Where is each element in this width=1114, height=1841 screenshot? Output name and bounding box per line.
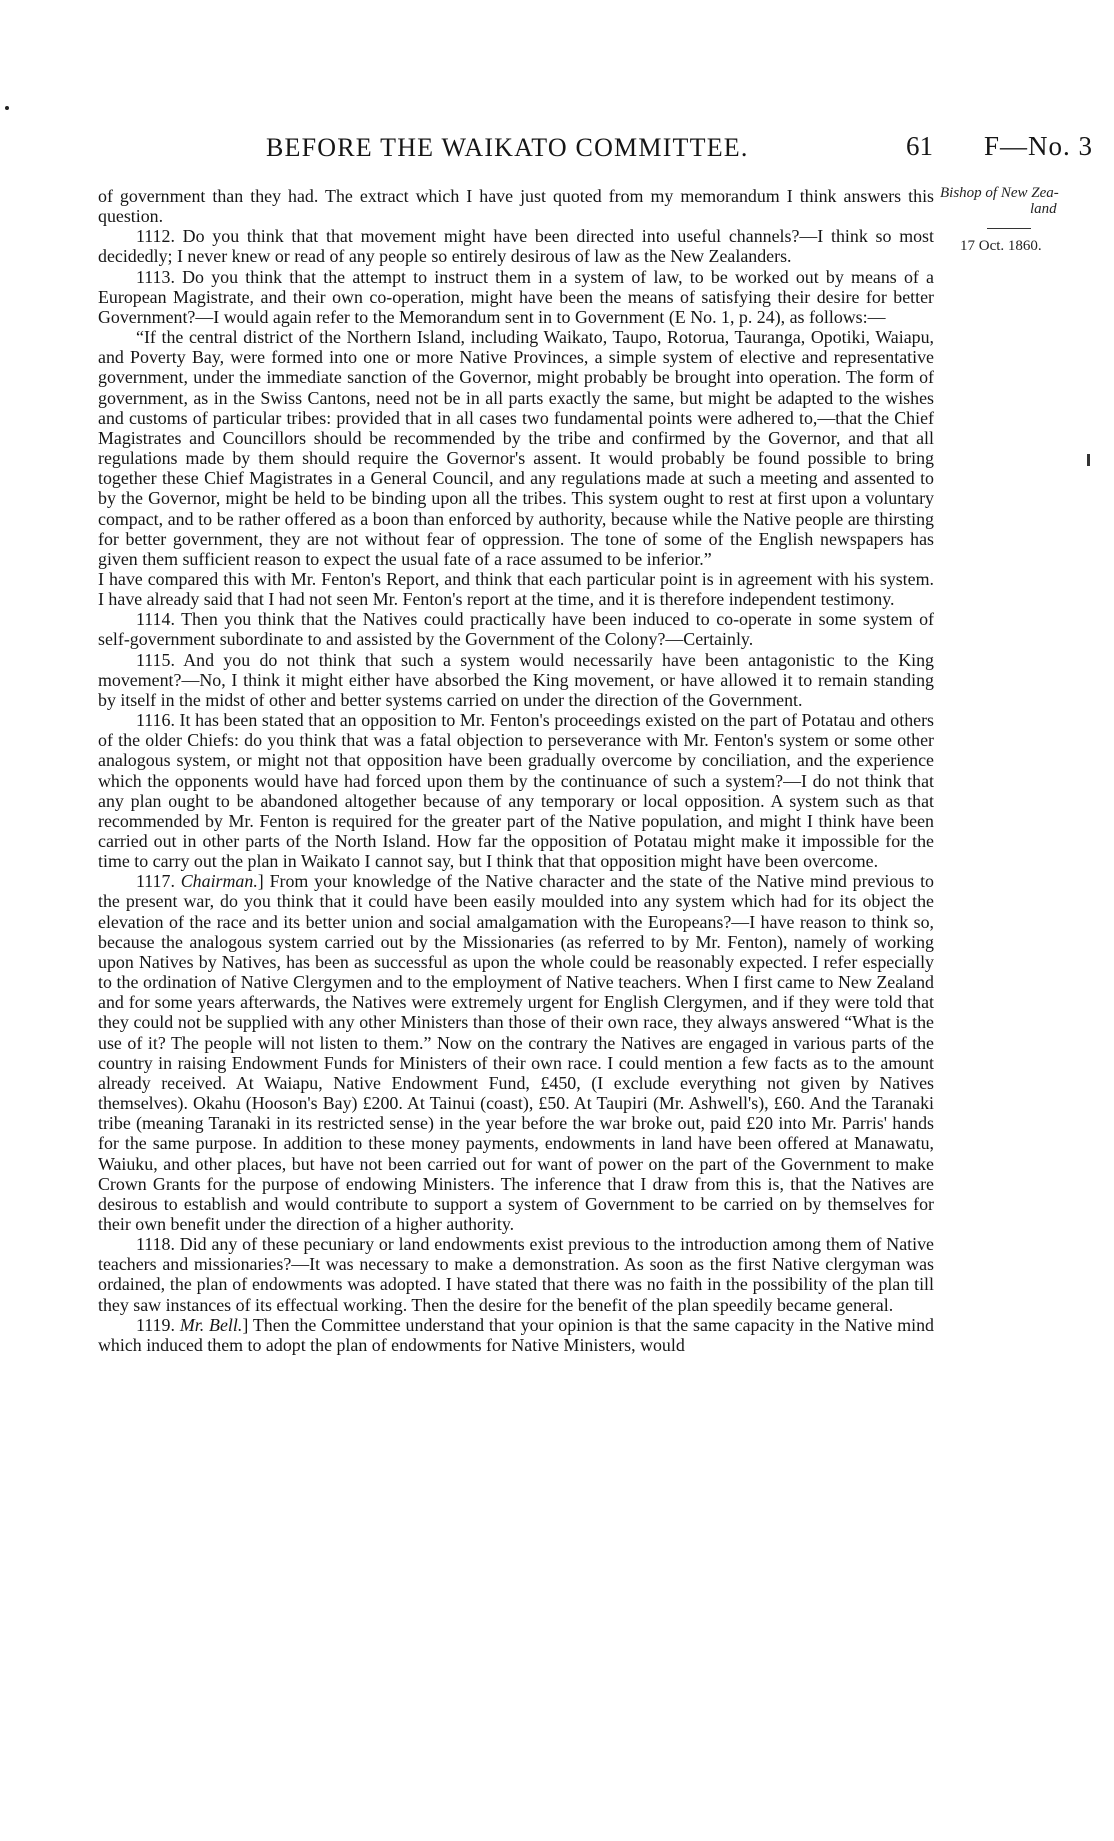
margin-rule [987,228,1031,229]
paragraph-1118: 1118. Did any of these pecuniary or land endowments exist previous to the introduction among them of Native teachers and missionaries?—It was necessary to make a demonstration. As soon as the first Native clergyman was ordained, the plan of endowments was adopted. I have stated that there was no faith in the possibility of the plan till they saw instances of its effectual working. Then the desire for the benefit of the plan speedily became general. [98,1234,934,1315]
paragraph-continuation: of government than they had. The extract which I have just quoted from my memorandum I think answers this question. [98,186,934,227]
body-text [98,186,934,1355]
question-number: 1119. [136,1314,175,1335]
witness-line-1: Bishop of New Zea- [940,185,1059,201]
witness-line-2: land [1030,201,1057,217]
margin-date: 17 Oct. 1860. [960,238,1042,254]
paragraph-1119 [98,1315,934,1355]
speaker-name: Chairman. [180,871,258,892]
paragraph-1116: 1116. It has been stated that an opposition to Mr. Fenton's proceedings existed on the part of Potatau and others of the older Chiefs: do you think that was a fatal objection to perseverance with Mr. Fenton's system or some other analogous system, or might not that opposition have been gradually overcome by conciliation, and the experience which the opponents would have had forced upon them by the continuance of such a system?—I do not think that any plan ought to be abandoned altogether because of any temporary or local opposition. A system such as that recommended by Mr. Fenton is required for the greater part of the Native population, and might I think have been carried out in other parts of the North Island. How far the opposition of Potatau might make it impossible for the time to carry out the plan in Waikato I cannot say, but I think that that opposition might have been overcome. [98,710,934,872]
paragraph-1112: 1112. Do you think that that movement might have been directed into useful channels?—I think so most decidedly; I never knew or read of any people so entirely desirous of law as the New Zealanders. [98,226,934,267]
paragraph-1115: 1115. And you do not think that such a system would necessarily have been antagonistic to the King movement?—No, I think it might either have absorbed the King movement, or have allowed it to remain standing by itself in the midst of other and better systems carried on under the direction of the Government. [98,649,934,710]
paragraph-after-quote: I have compared this with Mr. Fenton's Report, and think that each particular point is in agreement with his system. I have already said that I had not seen Mr. Fenton's report at the time, and it is therefore independent testimony. [98,568,934,610]
question-number: 1117. [136,871,175,892]
speaker-name: Mr. Bell. [179,1314,243,1335]
page-number: 61 [906,131,933,161]
page-header-title: BEFORE THE WAIKATO COMMITTEE. [266,133,749,162]
paragraph-text: ] Then the Committee understand that your opinion is that the same capacity in the Native mind which induced them to adopt the plan of endowments for Native Ministers, would [98,1314,934,1355]
memorandum-quote: “If the central district of the Northern Island, including Waikato, Taupo, Rotorua, Tauranga, Opotiki, Waiapu, and Poverty Bay, were formed into one or more Native Provinces, a simple system of elective and representative government, under the immediate sanction of the Governor, might probably be brought into operation. The form of government, as in the Swiss Cantons, need not be in all parts exactly the same, but might be adapted to the wishes and customs of particular tribes: provided that in all cases two fundamental points were adhered to,—that the Chief Magistrates and Councillors should be recommended by the tribe and confirmed by the Governor, and that all regulations made by them should require the Governor's assent. It would probably be found possible to bring together these Chief Magistrates in a General Council, and any regulations made at such a meeting and assented to by the Governor, might be held to be binding upon all the tribes. This system ought to rest at first upon a voluntary compact, and to be rather offered as a boon than enforced by authority, because while the Native people are thirsting for better government, they are not without fear of oppression. The tone of some of the English newspapers has given them sufficient reason to expect the usual fate of a race assumed to be inferior.” [98,327,934,569]
paper-reference: F—No. 3 [984,131,1094,161]
paragraph-1113: 1113. Do you think that the attempt to instruct them in a system of law, to be worked out by means of a European Magistrate, and their own co-operation, might have been the means of satisfying their desire for better Government?—I would again refer to the Memorandum sent in to Government (E No. 1, p. 24), as follows:— [98,266,934,327]
paragraph-text: ] From your knowledge of the Native character and the state of the Native mind previous to the present war, do you think that it could have been easily moulded into any system which had for its object the elevation of the race and its better union and social amalgamation with the Europeans?—I have reason to think so, because the analogous system carried out by the Missionaries (as referred to by Mr. Fenton), namely of working upon Natives by Natives, has been as successful as upon the whole could be reasonably expected. I refer especially to the ordination of Native Clergymen and to the employment of Native teachers. When I first came to New Zealand and for some years afterwards, the Natives were extremely urgent for English Clergymen, and if they were told that they could not be supplied with any other Ministers than those of their own race, they always answered “What is the use of it? The people will not listen to them.” Now on the contrary the Natives are engaged in various parts of the country in raising Endowment Funds for Ministers of their own race. I could mention a few facts as to the amount already received. At Waiapu, Native Endowment Fund, £450, (I exclude everything not given by Natives themselves). Okahu (Hooson's Bay) £200. At Tainui (coast), £50. At Taupiri (Mr. Ashwell's), £60. And the Taranaki tribe (meaning Taranaki in its restricted sense) in the year before the war broke out, paid £20 into Mr. Parris' hands for the same purpose. In addition to these money payments, endowments in land have been offered at Manawatu, Waiuku, and other places, but have not been carried out for want of power on the part of the Government to make Crown Grants for the purpose of endowing Ministers. The inference that I draw from this is, that the Natives are desirous to establish and would contribute to support a system of Government to be carried on by themselves for their own benefit under the direction of a higher authority. [98,871,934,1234]
margin-witness-note [940,185,1105,217]
paragraph-1117 [98,871,934,1234]
paragraph-1114: 1114. Then you think that the Natives could practically have been induced to co-operate in some system of self-government subordinate to and assisted by the Government of the Colony?—Certainly. [98,609,934,650]
margin-mark [1087,454,1090,466]
margin-speck [5,106,9,110]
